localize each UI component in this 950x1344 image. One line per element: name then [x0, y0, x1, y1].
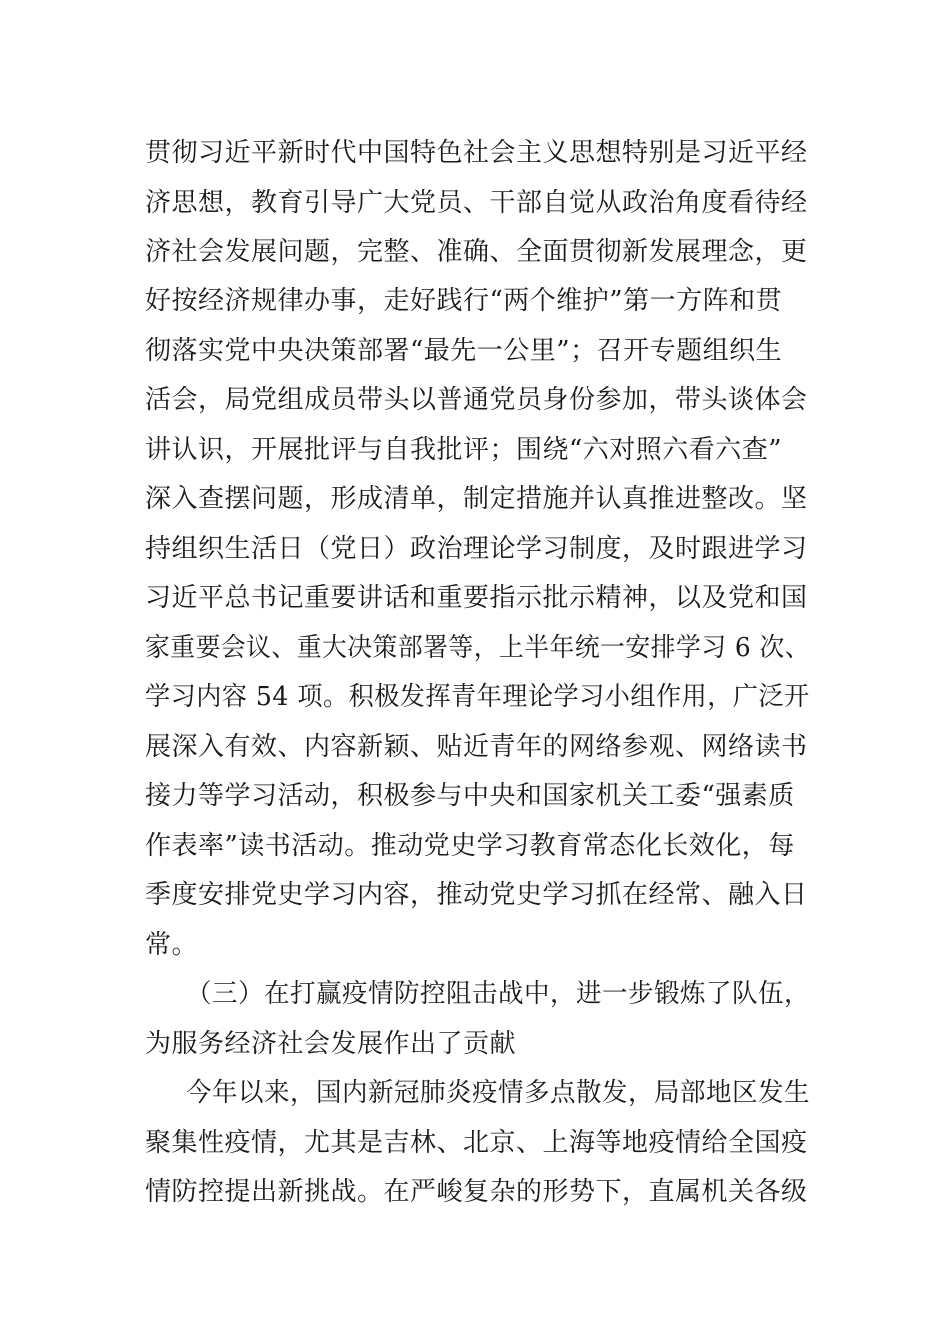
- body-text-line: 济社会发展问题，完整、准确、全面贯彻新发展理念，更: [145, 237, 808, 267]
- body-text-line: 季度安排党史学习内容，推动党史学习抓在经常、融入日: [145, 880, 808, 910]
- body-text-line: 习近平总书记重要讲话和重要指示批示精神，以及党和国: [145, 583, 808, 613]
- body-text-line: 接力等学习活动，积极参与中央和国家机关工委“强素质: [145, 781, 795, 811]
- body-text-line: 今年以来，国内新冠肺炎疫情多点散发，局部地区发生: [186, 1078, 810, 1108]
- body-text-line: 活会，局党组成员带头以普通党员身份参加，带头谈体会: [145, 385, 808, 415]
- body-text-line: 展深入有效、内容新颖、贴近青年的网络参观、网络读书: [145, 732, 808, 762]
- body-text-line: 深入查摆问题，形成清单，制定措施并认真推进整改。坚: [145, 484, 808, 514]
- body-text-line: 济思想，教育引导广大党员、干部自觉从政治角度看待经: [145, 188, 808, 218]
- body-text-line: 聚集性疫情，尤其是吉林、北京、上海等地疫情给全国疫: [145, 1128, 808, 1158]
- body-text-line: 学习内容 54 项。积极发挥青年理论学习小组作用，广泛开: [145, 682, 810, 712]
- body-text-line: 家重要会议、重大决策部署等，上半年统一安排学习 6 次、: [145, 633, 811, 663]
- body-text-line: 彻落实党中央决策部署“最先一公里”；召开专题组织生: [145, 336, 783, 366]
- body-text-line: 好按经济规律办事，走好践行“两个维护”第一方阵和贯: [145, 286, 783, 316]
- body-text-line: 情防控提出新挑战。在严峻复杂的形势下，直属机关各级: [145, 1177, 808, 1207]
- section-heading-line: 为服务经济社会发展作出了贡献: [145, 1029, 517, 1059]
- body-text-line: 作表率”读书活动。推动党史学习教育常态化长效化，每: [145, 831, 795, 861]
- section-heading-line: （三）在打赢疫情防控阻击战中，进一步锻炼了队伍，: [186, 979, 810, 1009]
- body-text-line: 贯彻习近平新时代中国特色社会主义思想特别是习近平经: [145, 138, 808, 168]
- body-text-line: 常。: [145, 930, 199, 960]
- body-text-line: 持组织生活日（党日）政治理论学习制度，及时跟进学习: [145, 534, 808, 564]
- body-text-line: 讲认识，开展批评与自我批评；围绕“六对照六看六查”: [145, 435, 783, 465]
